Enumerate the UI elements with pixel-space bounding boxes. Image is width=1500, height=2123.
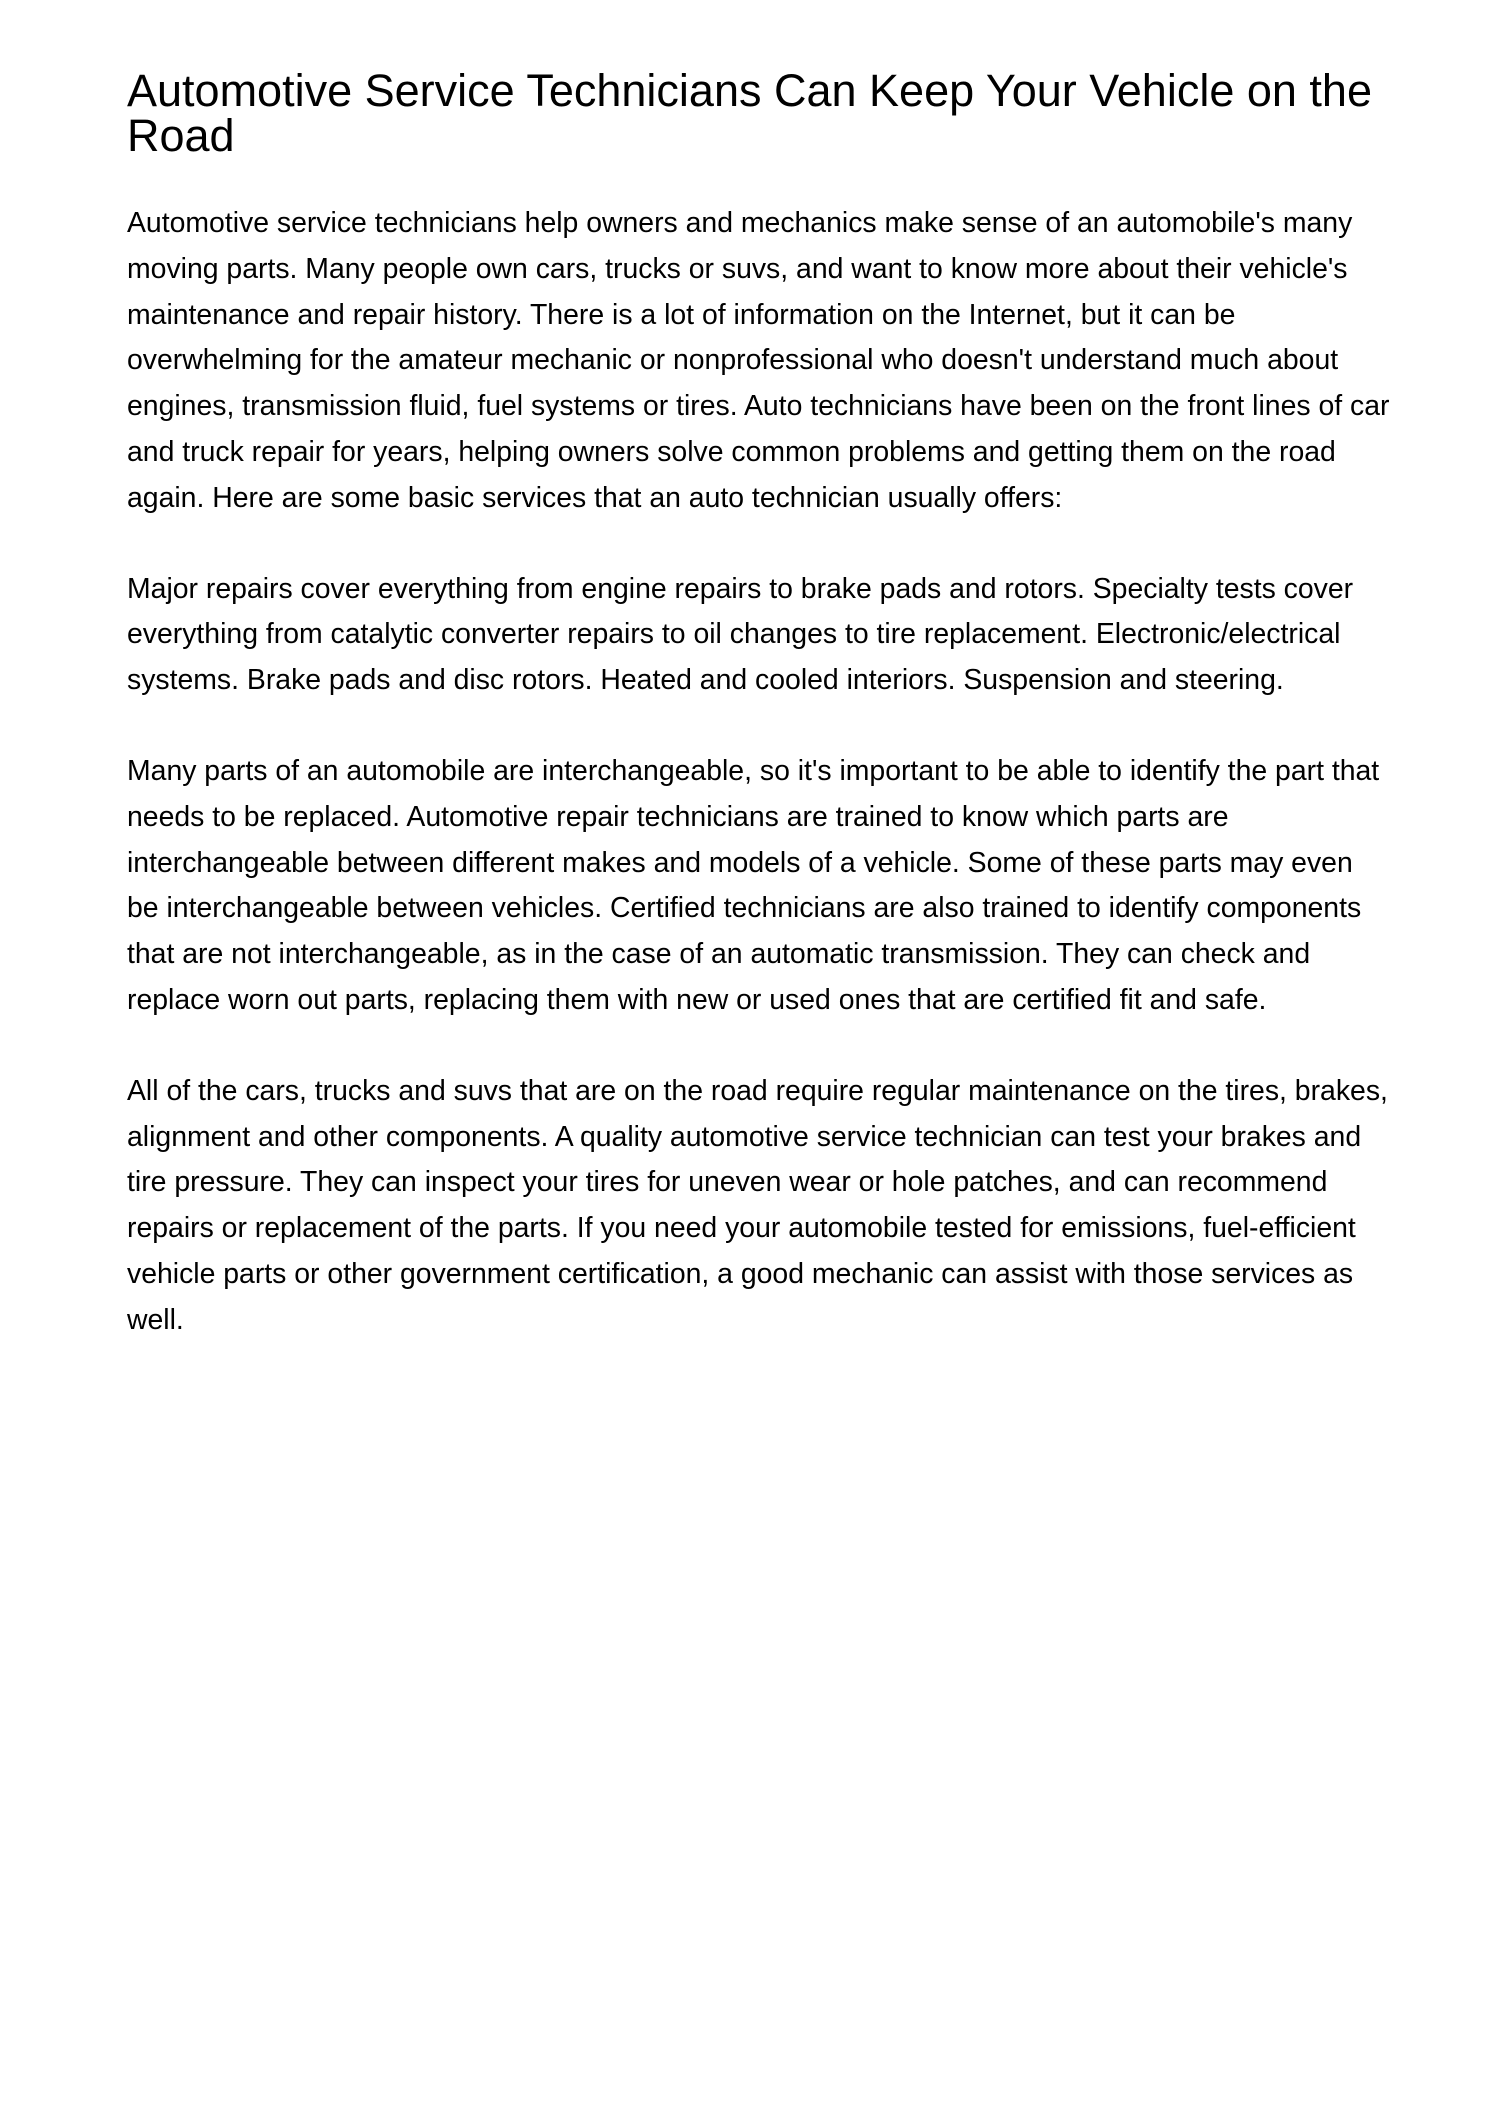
paragraph-maintenance: All of the cars, trucks and suvs that are on the road require regular maintenance on the tires, brakes, alignment and other components. A quality automotive service technician can test your brakes and tire pressure. They can inspect your tires for uneven wear or hole patches, and can recommend repairs or replacement of the parts. If you need your automobile tested for emissions, fuel-efficient vehicle parts or other government certification, a good mechanic can assist with those services as well. [127,1074,1388,1336]
document-page [127,65,1392,1389]
document-title: Automotive Service Technicians Can Keep Your Vehicle on the Road [127,65,1372,161]
paragraph-services: Major repairs cover everything from engine repairs to brake pads and rotors. Specialty tests cover everything from catalytic converter repairs to oil changes to tire replacement. Electronic/electrical systems. Brake pads and disc rotors. Heated and cooled interiors. Suspension and steering. [127,572,1354,697]
paragraph-intro: Automotive service technicians help owners and mechanics make sense of an automobile's many moving parts. Many people own cars, trucks or suvs, and want to know more about their vehicle's maintenance and repair history. There is a lot of information on the Internet, but it can be overwhelming for the amateur mechanic or nonprofessional who doesn't understand much about engines, transmission fluid, fuel systems or tires. Auto technicians have been on the front lines of car and truck repair for years, helping owners solve common problems and getting them on the road again. Here are some basic services that an auto technician usually offers: [127,207,1390,514]
paragraph-interchangeable-parts: Many parts of an automobile are interchangeable, so it's important to be able to identify the part that needs to be replaced. Automotive repair technicians are trained to know which parts are interchangeable between different makes and models of a vehicle. Some of these parts may even be interchangeable between vehicles. Certified technicians are also trained to identify components that are not interchangeable, as in the case of an automatic transmission. They can check and replace worn out parts, replacing them with new or used ones that are certified fit and safe. [127,754,1380,1016]
document-body [127,201,1392,1344]
